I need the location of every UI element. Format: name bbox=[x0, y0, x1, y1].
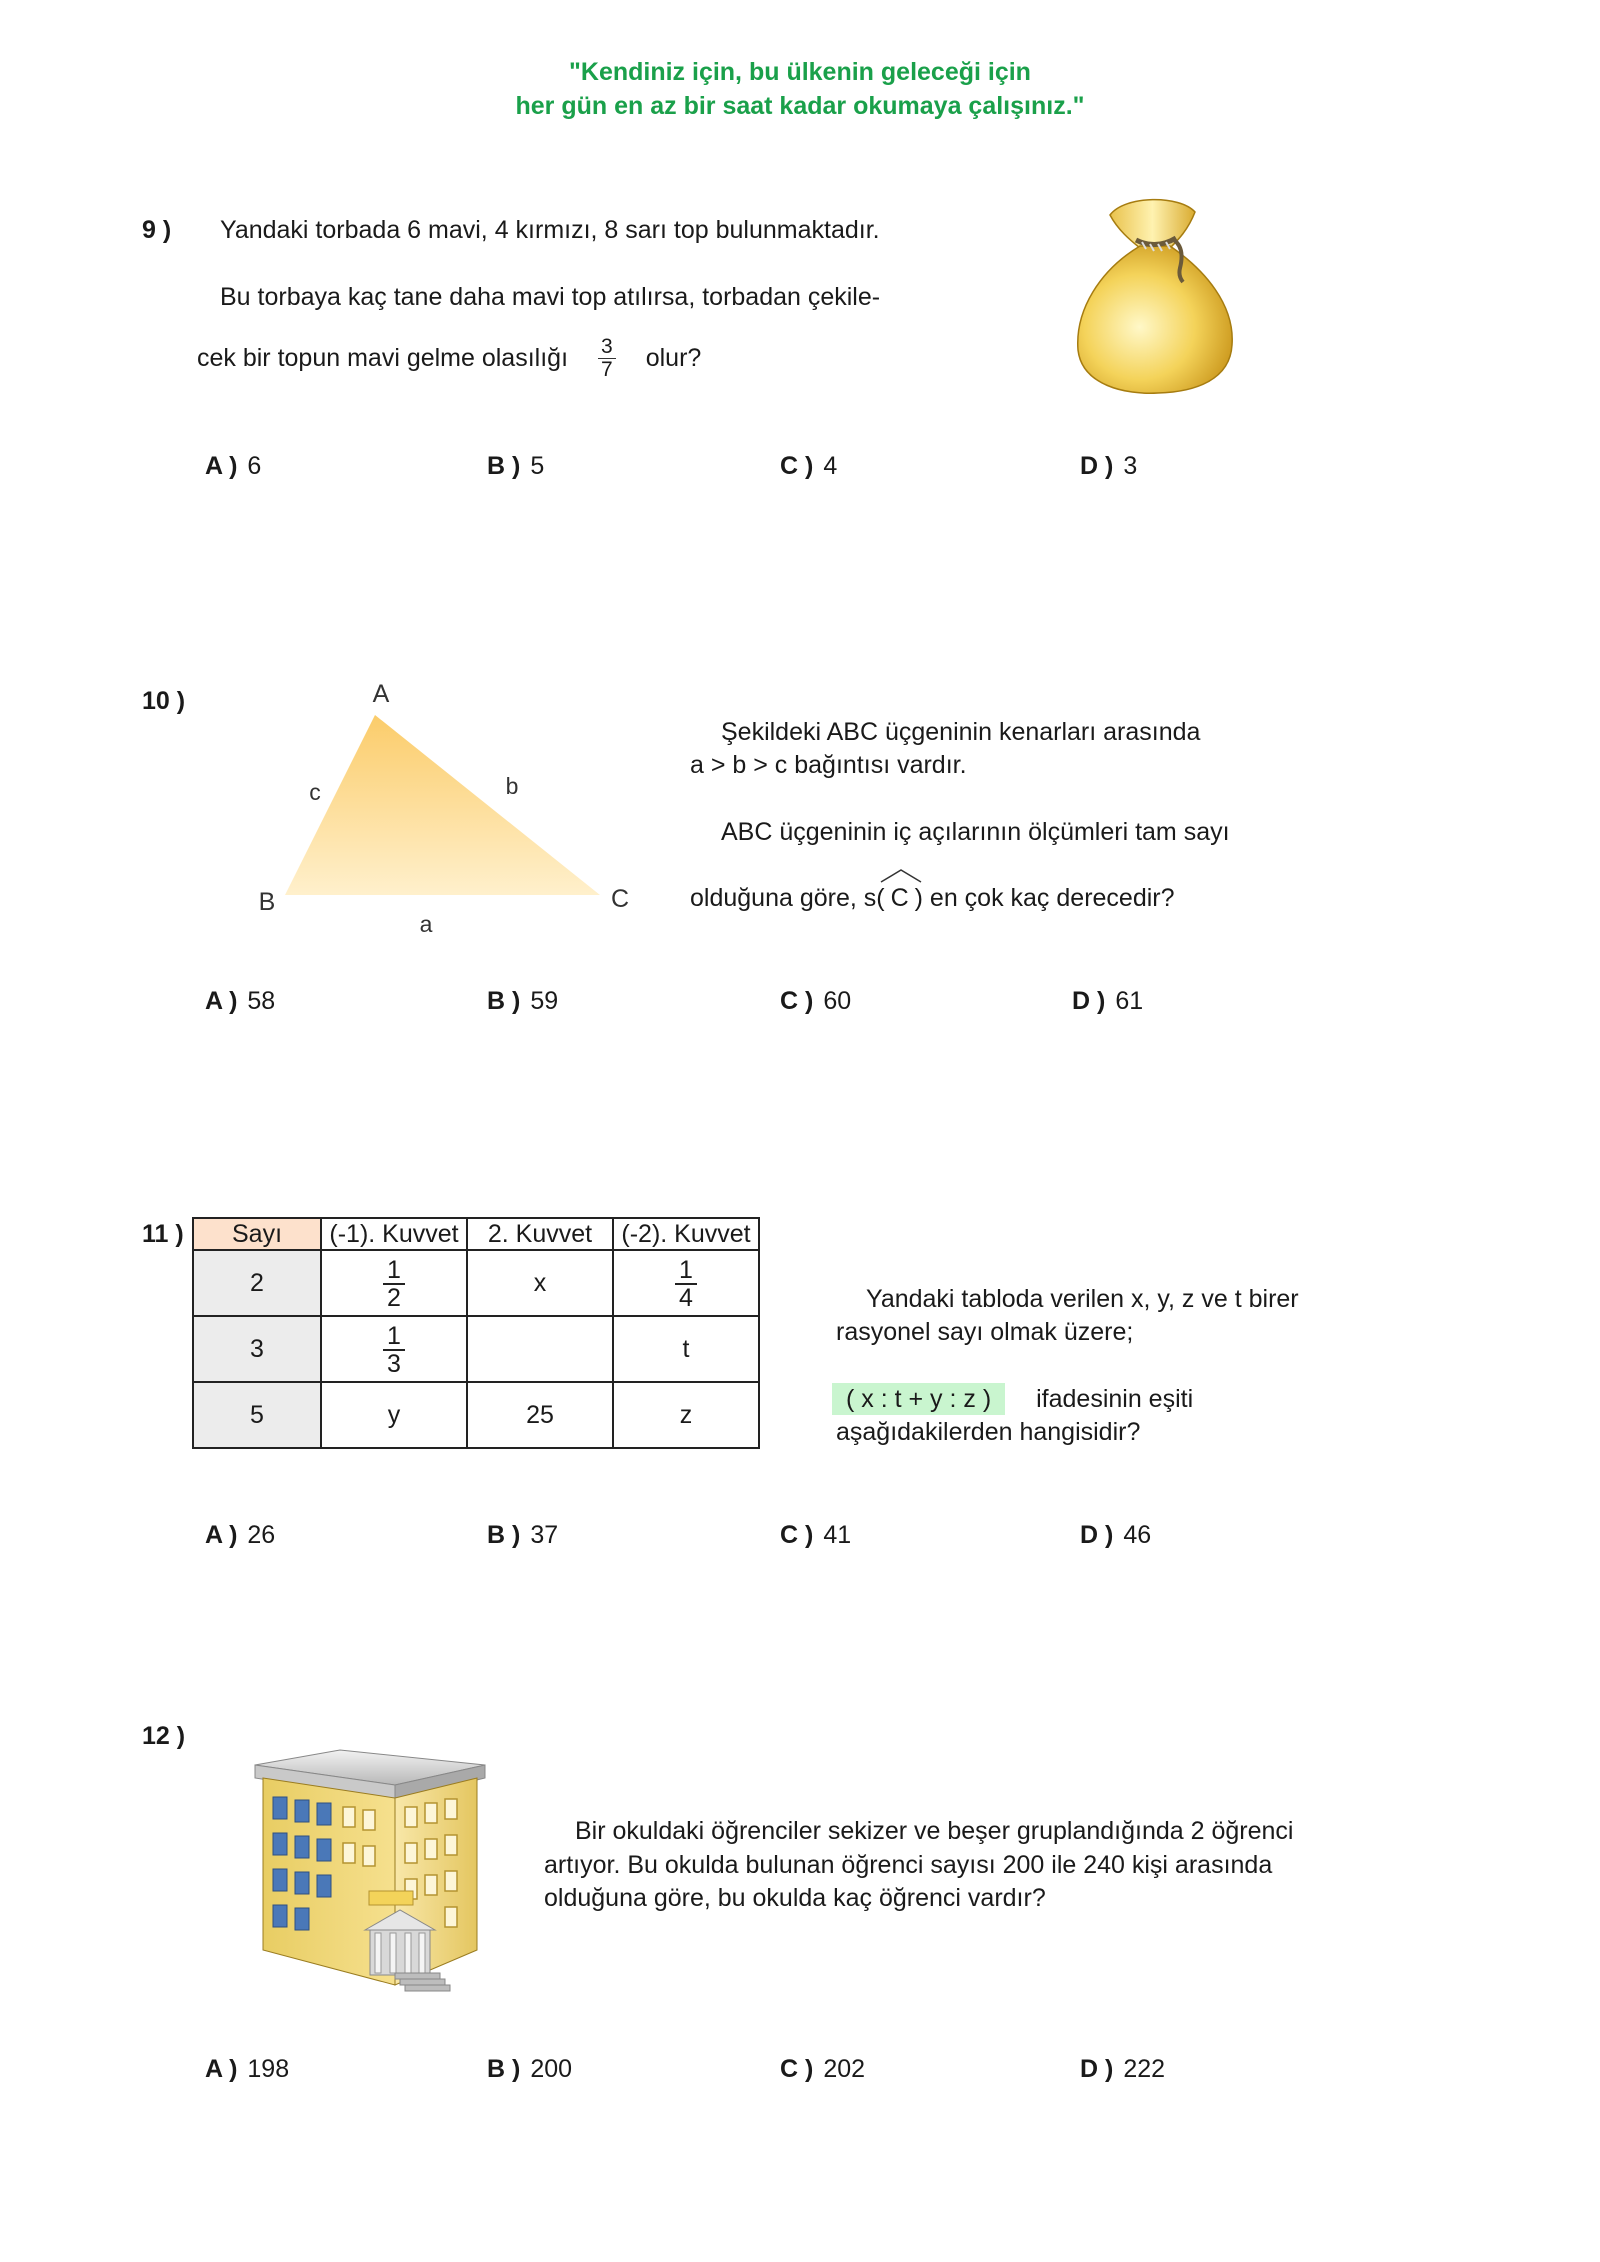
vertex-c-label: C bbox=[610, 885, 630, 913]
option-value: 3 bbox=[1123, 452, 1138, 480]
table-cell bbox=[467, 1316, 613, 1382]
question-11-option-d[interactable] bbox=[1080, 1521, 1151, 1550]
header-cell: (-1). Kuvvet bbox=[321, 1218, 467, 1250]
table-cell: 25 bbox=[467, 1382, 613, 1448]
option-label: B ) bbox=[487, 1521, 521, 1549]
option-label: C ) bbox=[780, 452, 814, 480]
question-11-number: 11 ) bbox=[142, 1220, 184, 1248]
cell-fraction bbox=[675, 1257, 697, 1311]
question-10-line-4-end: ) en çok kaç derecedir? bbox=[914, 884, 1175, 912]
cell-fraction-denominator: 4 bbox=[679, 1283, 693, 1312]
question-11-option-c[interactable] bbox=[780, 1521, 851, 1550]
cell-fraction-denominator: 3 bbox=[387, 1349, 401, 1378]
question-12-line-3: olduğuna göre, bu okulda kaç öğrenci vardır? bbox=[544, 1884, 1046, 1912]
question-10-line-3: ABC üçgeninin iç açılarının ölçümleri tam sayı bbox=[721, 818, 1230, 846]
option-value: 61 bbox=[1115, 987, 1144, 1015]
option-value: 59 bbox=[530, 987, 559, 1015]
option-label: A ) bbox=[205, 1521, 238, 1549]
option-value: 200 bbox=[530, 2055, 573, 2083]
header-cell: (-2). Kuvvet bbox=[613, 1218, 759, 1250]
option-value: 41 bbox=[823, 1521, 852, 1549]
table-cell: t bbox=[613, 1316, 759, 1382]
question-10-option-d[interactable] bbox=[1072, 987, 1143, 1016]
fraction-denominator: 7 bbox=[601, 358, 613, 381]
vertex-b-label: B bbox=[258, 888, 276, 916]
school-building-icon bbox=[245, 1745, 495, 2005]
angle-hat-icon bbox=[879, 868, 923, 884]
question-12-option-d[interactable] bbox=[1080, 2055, 1165, 2084]
triangle-shape bbox=[285, 715, 600, 895]
motto bbox=[0, 55, 1600, 123]
cell-fraction bbox=[383, 1323, 405, 1377]
table-cell bbox=[321, 1250, 467, 1316]
question-10-option-a[interactable] bbox=[205, 987, 275, 1016]
question-11-line-3-end: ifadesinin eşiti bbox=[1036, 1385, 1194, 1413]
question-12-option-a[interactable] bbox=[205, 2055, 289, 2084]
option-label: A ) bbox=[205, 2055, 238, 2083]
question-9-option-c[interactable] bbox=[780, 452, 837, 481]
cell-fraction bbox=[383, 1257, 405, 1311]
table-header-row bbox=[193, 1218, 759, 1250]
question-11-option-a[interactable] bbox=[205, 1521, 275, 1550]
header-cell: 2. Kuvvet bbox=[467, 1218, 613, 1250]
table-cell: 2 bbox=[193, 1250, 321, 1316]
option-label: D ) bbox=[1080, 452, 1114, 480]
question-10-line-1: Şekildeki ABC üçgeninin kenarları arasında bbox=[721, 718, 1201, 746]
table-cell bbox=[613, 1250, 759, 1316]
triangle-abc-diagram bbox=[240, 670, 660, 940]
cell-fraction-numerator: 1 bbox=[383, 1257, 405, 1285]
powers-table bbox=[192, 1217, 760, 1449]
question-9-line-2: Bu torbaya kaç tane daha mavi top atılırsa, torbadan çekile- bbox=[220, 283, 881, 311]
question-12-line-2: artıyor. Bu okulda bulunan öğrenci sayısı 200 ile 240 kişi arasında bbox=[544, 1851, 1273, 1879]
question-10-number: 10 ) bbox=[142, 687, 186, 715]
side-b-label: b bbox=[505, 773, 519, 799]
option-label: A ) bbox=[205, 452, 238, 480]
option-label: B ) bbox=[487, 452, 521, 480]
cell-fraction-denominator: 2 bbox=[387, 1283, 401, 1312]
option-value: 202 bbox=[823, 2055, 866, 2083]
option-label: C ) bbox=[780, 2055, 814, 2083]
option-value: 26 bbox=[247, 1521, 276, 1549]
question-10-line-2: a > b > c bağıntısı vardır. bbox=[690, 751, 967, 779]
question-11-option-b[interactable] bbox=[487, 1521, 558, 1550]
option-value: 5 bbox=[530, 452, 545, 480]
question-9-number: 9 ) bbox=[142, 216, 172, 244]
option-value: 4 bbox=[823, 452, 838, 480]
question-10-line-4 bbox=[690, 884, 1175, 913]
angle-letter: C bbox=[890, 884, 909, 912]
table-cell: y bbox=[321, 1382, 467, 1448]
cell-fraction-numerator: 1 bbox=[383, 1323, 405, 1351]
option-label: D ) bbox=[1080, 1521, 1114, 1549]
table-cell: 3 bbox=[193, 1316, 321, 1382]
question-10-option-c[interactable] bbox=[780, 987, 851, 1016]
option-label: A ) bbox=[205, 987, 238, 1015]
option-label: D ) bbox=[1080, 2055, 1114, 2083]
option-value: 60 bbox=[823, 987, 852, 1015]
question-12-option-c[interactable] bbox=[780, 2055, 865, 2084]
table-row bbox=[193, 1316, 759, 1382]
option-value: 58 bbox=[247, 987, 276, 1015]
question-9-line-1: Yandaki torbada 6 mavi, 4 kırmızı, 8 sarı top bulunmaktadır. bbox=[220, 216, 880, 244]
question-10-option-b[interactable] bbox=[487, 987, 558, 1016]
header-cell: Sayı bbox=[193, 1218, 321, 1250]
cell-fraction-numerator: 1 bbox=[675, 1257, 697, 1285]
side-c-label: c bbox=[309, 779, 321, 805]
question-11-line-1: Yandaki tabloda verilen x, y, z ve t birer bbox=[866, 1285, 1299, 1313]
table-cell: 5 bbox=[193, 1382, 321, 1448]
option-label: D ) bbox=[1072, 987, 1106, 1015]
money-bag-icon bbox=[1070, 190, 1240, 400]
question-12-line-1: Bir okuldaki öğrenciler sekizer ve beşer gruplandığında 2 öğrenci bbox=[575, 1817, 1294, 1845]
option-value: 222 bbox=[1123, 2055, 1166, 2083]
motto-line-1: "Kendiniz için, bu ülkenin geleceği için bbox=[569, 58, 1031, 86]
table-row bbox=[193, 1250, 759, 1316]
question-11-line-3 bbox=[832, 1385, 1193, 1414]
expression-highlight: ( x : t + y : z ) bbox=[832, 1383, 1005, 1415]
question-12-option-b[interactable] bbox=[487, 2055, 572, 2084]
question-9-line-3-end: olur? bbox=[645, 344, 702, 372]
option-value: 198 bbox=[247, 2055, 290, 2083]
table-cell bbox=[321, 1316, 467, 1382]
option-label: C ) bbox=[780, 1521, 814, 1549]
probability-fraction bbox=[598, 336, 616, 381]
angle-c-symbol bbox=[885, 884, 915, 913]
question-9-line-3 bbox=[197, 336, 701, 381]
table-cell: z bbox=[613, 1382, 759, 1448]
side-a-label: a bbox=[419, 911, 433, 937]
question-11-line-4: aşağıdakilerden hangisidir? bbox=[836, 1418, 1141, 1446]
option-value: 6 bbox=[247, 452, 262, 480]
table-row bbox=[193, 1382, 759, 1448]
vertex-a-label: A bbox=[372, 680, 390, 708]
question-12-number: 12 ) bbox=[142, 1722, 186, 1750]
option-value: 37 bbox=[530, 1521, 559, 1549]
question-9-option-d[interactable] bbox=[1080, 452, 1137, 481]
question-11-line-2: rasyonel sayı olmak üzere; bbox=[836, 1318, 1134, 1346]
question-10-line-4-start: olduğuna göre, s( bbox=[690, 884, 885, 912]
question-9-option-b[interactable] bbox=[487, 452, 544, 481]
option-label: B ) bbox=[487, 2055, 521, 2083]
question-9-line-3-text: cek bir topun mavi gelme olasılığı bbox=[197, 344, 569, 372]
table-cell: x bbox=[467, 1250, 613, 1316]
option-label: C ) bbox=[780, 987, 814, 1015]
motto-line-2: her gün en az bir saat kadar okumaya çalışınız." bbox=[515, 92, 1085, 120]
option-value: 46 bbox=[1123, 1521, 1152, 1549]
question-9-option-a[interactable] bbox=[205, 452, 261, 481]
option-label: B ) bbox=[487, 987, 521, 1015]
fraction-numerator: 3 bbox=[598, 336, 616, 359]
